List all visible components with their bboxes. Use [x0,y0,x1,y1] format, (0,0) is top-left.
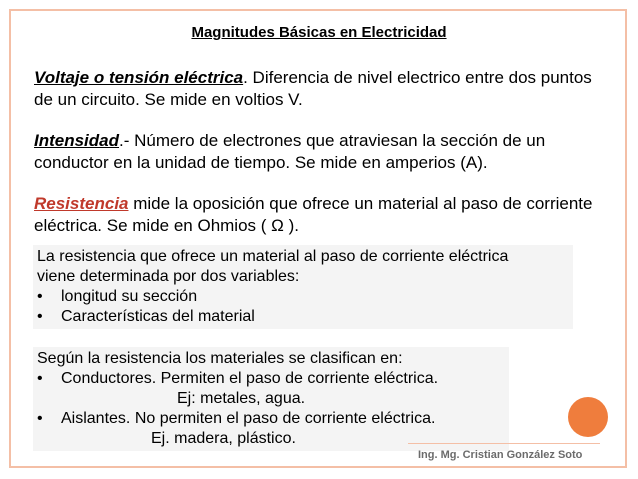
box2-bullet2: Aislantes. No permiten el paso de corriente eléctrica. [61,410,436,427]
bullet-icon: • [37,308,43,325]
list-item [37,307,569,327]
intensidad-term: Intensidad [34,131,120,150]
box2-bullet1: Conductores. Permiten el paso de corriente eléctrica. [61,370,439,387]
voltaje-paragraph [34,67,594,111]
voltaje-text: . Diferencia de nivel electrico entre dos puntos de un circuito. Se mide en voltios V. [34,68,592,109]
list-item [37,409,505,429]
intensidad-paragraph [34,130,594,174]
footer-divider [408,443,600,444]
box2-example2: Ej. madera, plástico. [151,430,296,447]
resistencia-text: mide la oposición que ofrece un material al paso de corriente eléctrica. Se mide en Ohmios ( Ω ). [34,194,593,235]
intensidad-text: .- Número de electrones que atraviesan la sección de un conductor en la unidad de tiempo. Se mide en amperios (A). [34,131,546,172]
box1-line1: La resistencia que ofrece un material al paso de corriente eléctrica [37,248,509,265]
box2-line1: Según la resistencia los materiales se clasifican en: [37,350,403,367]
bullet-icon: • [37,288,43,305]
box1-bullet1: longitud su sección [61,288,198,305]
resistencia-paragraph [34,193,594,237]
list-item [37,287,569,307]
slide-title: Magnitudes Básicas en Electricidad [191,24,447,41]
footer-author: Ing. Mg. Cristian González Soto [418,449,583,461]
box1-bullet2: Características del material [61,308,255,325]
box1-line2: viene determinada por dos variables: [37,268,300,285]
bullet-icon: • [37,410,43,427]
bullet-icon: • [37,370,43,387]
materials-classification-box [33,347,509,451]
resistance-variables-box [33,245,573,329]
accent-circle [568,397,608,437]
box2-example1: Ej: metales, agua. [177,390,306,407]
resistencia-term: Resistencia [34,194,129,213]
list-item [37,369,505,389]
voltaje-term: Voltaje o tensión eléctrica [34,68,244,87]
